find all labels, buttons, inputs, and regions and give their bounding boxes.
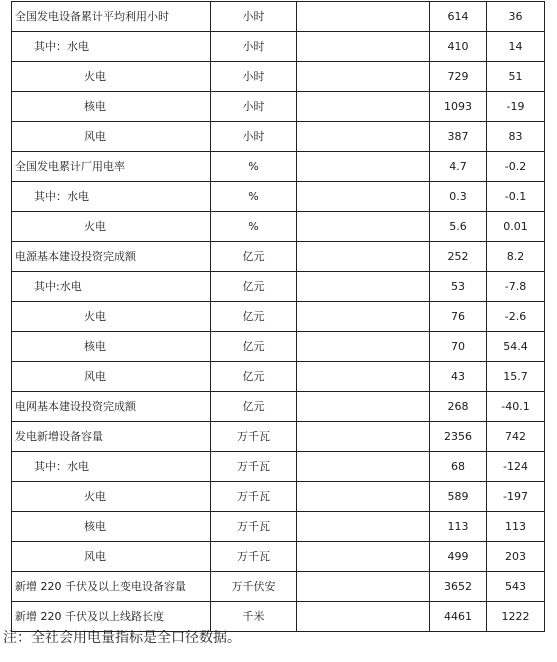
- empty-cell: [297, 392, 430, 422]
- empty-cell: [297, 2, 430, 32]
- empty-cell: [297, 32, 430, 62]
- empty-cell: [297, 482, 430, 512]
- change-cell: 203: [487, 542, 545, 572]
- empty-cell: [297, 62, 430, 92]
- unit-cell: %: [211, 152, 297, 182]
- change-cell: -124: [487, 452, 545, 482]
- indicator-name-cell: 风电: [12, 362, 211, 392]
- change-cell: 14: [487, 32, 545, 62]
- indicator-name-cell: 其中：水电: [12, 182, 211, 212]
- unit-cell: 亿元: [211, 332, 297, 362]
- indicator-name-cell: 全国发电设备累计平均利用小时: [12, 2, 211, 32]
- change-cell: 543: [487, 572, 545, 602]
- value-cell: 589: [430, 482, 487, 512]
- value-cell: 387: [430, 122, 487, 152]
- value-cell: 410: [430, 32, 487, 62]
- table-row: [12, 92, 545, 122]
- value-cell: 4461: [430, 602, 487, 632]
- empty-cell: [297, 242, 430, 272]
- change-cell: -40.1: [487, 392, 545, 422]
- change-cell: -197: [487, 482, 545, 512]
- indicator-name-cell: 火电: [12, 212, 211, 242]
- value-cell: 3652: [430, 572, 487, 602]
- unit-cell: 亿元: [211, 302, 297, 332]
- value-cell: 268: [430, 392, 487, 422]
- change-cell: -0.1: [487, 182, 545, 212]
- table-row: [12, 512, 545, 542]
- unit-cell: 万千瓦: [211, 452, 297, 482]
- unit-cell: 小时: [211, 92, 297, 122]
- empty-cell: [297, 92, 430, 122]
- table-row: [12, 242, 545, 272]
- unit-cell: 亿元: [211, 242, 297, 272]
- table-row: [12, 152, 545, 182]
- empty-cell: [297, 572, 430, 602]
- value-cell: 2356: [430, 422, 487, 452]
- value-cell: 252: [430, 242, 487, 272]
- unit-cell: 小时: [211, 32, 297, 62]
- table-row: [12, 212, 545, 242]
- table-row: [12, 32, 545, 62]
- unit-cell: 万千瓦: [211, 512, 297, 542]
- empty-cell: [297, 452, 430, 482]
- empty-cell: [297, 332, 430, 362]
- indicator-name-cell: 风电: [12, 122, 211, 152]
- unit-cell: 万千伏安: [211, 572, 297, 602]
- table-row: [12, 302, 545, 332]
- change-cell: 1222: [487, 602, 545, 632]
- empty-cell: [297, 272, 430, 302]
- unit-cell: 亿元: [211, 392, 297, 422]
- indicator-name-cell: 核电: [12, 92, 211, 122]
- unit-cell: 千米: [211, 602, 297, 632]
- table-row: [12, 2, 545, 32]
- change-cell: -19: [487, 92, 545, 122]
- empty-cell: [297, 152, 430, 182]
- empty-cell: [297, 422, 430, 452]
- empty-cell: [297, 122, 430, 152]
- empty-cell: [297, 602, 430, 632]
- unit-cell: 万千瓦: [211, 542, 297, 572]
- table-body: [12, 2, 545, 632]
- table-row: [12, 392, 545, 422]
- table-row: [12, 332, 545, 362]
- value-cell: 4.7: [430, 152, 487, 182]
- empty-cell: [297, 182, 430, 212]
- indicator-name-cell: 发电新增设备容量: [12, 422, 211, 452]
- change-cell: 54.4: [487, 332, 545, 362]
- change-cell: -7.8: [487, 272, 545, 302]
- unit-cell: %: [211, 182, 297, 212]
- empty-cell: [297, 212, 430, 242]
- value-cell: 76: [430, 302, 487, 332]
- indicator-name-cell: 火电: [12, 62, 211, 92]
- indicator-name-cell: 风电: [12, 542, 211, 572]
- value-cell: 5.6: [430, 212, 487, 242]
- value-cell: 70: [430, 332, 487, 362]
- table-row: [12, 362, 545, 392]
- indicator-name-cell: 新增 220 千伏及以上变电设备容量: [12, 572, 211, 602]
- value-cell: 68: [430, 452, 487, 482]
- indicator-name-cell: 其中：水电: [12, 32, 211, 62]
- change-cell: 51: [487, 62, 545, 92]
- change-cell: -2.6: [487, 302, 545, 332]
- indicator-name-cell: 火电: [12, 482, 211, 512]
- empty-cell: [297, 362, 430, 392]
- value-cell: 729: [430, 62, 487, 92]
- change-cell: 83: [487, 122, 545, 152]
- indicator-name-cell: 其中:水电: [12, 272, 211, 302]
- indicator-name-cell: 电网基本建设投资完成额: [12, 392, 211, 422]
- value-cell: 113: [430, 512, 487, 542]
- unit-cell: 亿元: [211, 362, 297, 392]
- indicator-name-cell: 其中：水电: [12, 452, 211, 482]
- indicator-name-cell: 核电: [12, 512, 211, 542]
- table-row: [12, 62, 545, 92]
- power-statistics-table: [11, 1, 545, 632]
- unit-cell: 小时: [211, 122, 297, 152]
- unit-cell: 小时: [211, 62, 297, 92]
- unit-cell: 小时: [211, 2, 297, 32]
- table-row: [12, 602, 545, 632]
- value-cell: 43: [430, 362, 487, 392]
- value-cell: 614: [430, 2, 487, 32]
- indicator-name-cell: 全国发电累计厂用电率: [12, 152, 211, 182]
- table-row: [12, 542, 545, 572]
- unit-cell: 亿元: [211, 272, 297, 302]
- change-cell: 0.01: [487, 212, 545, 242]
- change-cell: 742: [487, 422, 545, 452]
- change-cell: 113: [487, 512, 545, 542]
- empty-cell: [297, 302, 430, 332]
- indicator-name-cell: 火电: [12, 302, 211, 332]
- change-cell: 8.2: [487, 242, 545, 272]
- unit-cell: 万千瓦: [211, 482, 297, 512]
- value-cell: 53: [430, 272, 487, 302]
- change-cell: 36: [487, 2, 545, 32]
- table-row: [12, 572, 545, 602]
- change-cell: 15.7: [487, 362, 545, 392]
- empty-cell: [297, 542, 430, 572]
- indicator-name-cell: 新增 220 千伏及以上线路长度: [12, 602, 211, 632]
- table-row: [12, 272, 545, 302]
- indicator-name-cell: 电源基本建设投资完成额: [12, 242, 211, 272]
- table-row: [12, 422, 545, 452]
- table-row: [12, 482, 545, 512]
- unit-cell: 万千瓦: [211, 422, 297, 452]
- indicator-name-cell: 核电: [12, 332, 211, 362]
- empty-cell: [297, 512, 430, 542]
- value-cell: 0.3: [430, 182, 487, 212]
- statistics-table-container: [11, 1, 544, 632]
- change-cell: -0.2: [487, 152, 545, 182]
- unit-cell: %: [211, 212, 297, 242]
- value-cell: 1093: [430, 92, 487, 122]
- table-row: [12, 182, 545, 212]
- footnote: 注：全社会用电量指标是全口径数据。: [3, 630, 241, 646]
- value-cell: 499: [430, 542, 487, 572]
- table-row: [12, 452, 545, 482]
- table-row: [12, 122, 545, 152]
